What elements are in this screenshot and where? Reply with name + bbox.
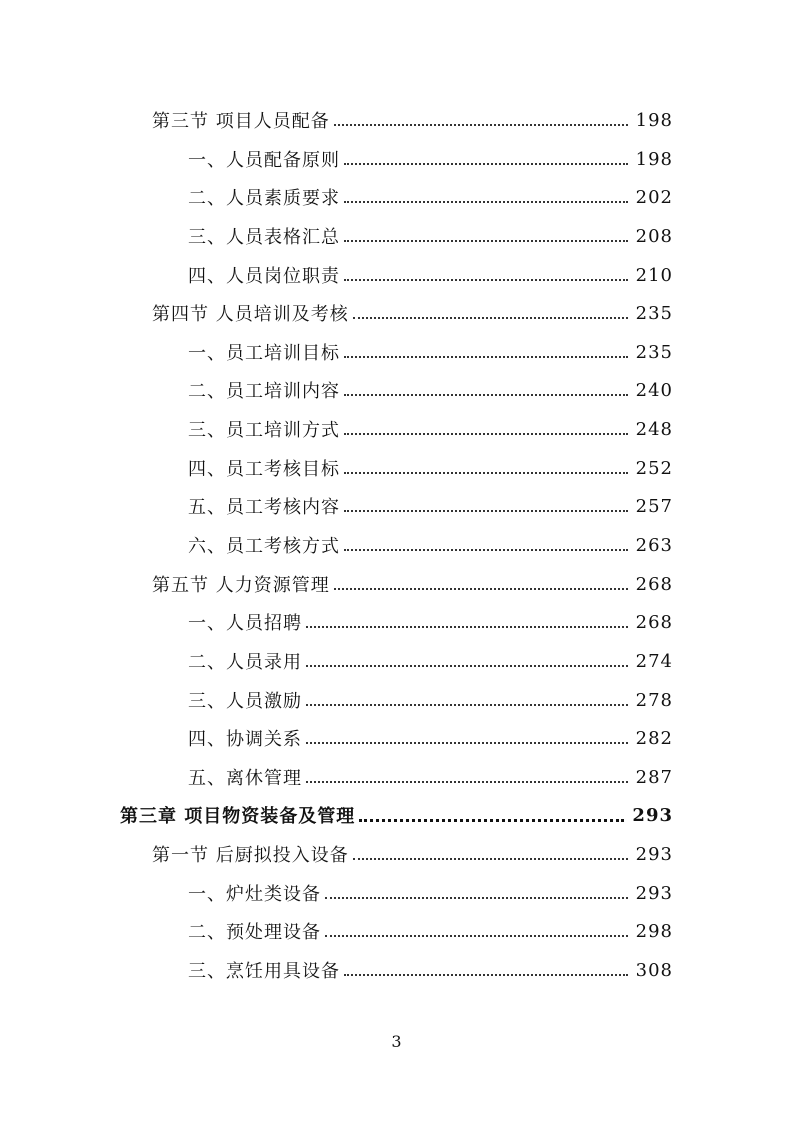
toc-entry-title: 二、预处理设备 — [188, 922, 321, 943]
toc-entry[interactable] — [152, 295, 673, 331]
toc-entry-title: 五、离休管理 — [188, 768, 302, 789]
toc-entry-page: 240 — [635, 379, 673, 401]
toc-entry-page: 308 — [635, 959, 673, 981]
toc-entry-page: 208 — [635, 225, 673, 247]
toc-entry[interactable] — [152, 836, 673, 872]
page-number: 3 — [391, 1032, 402, 1051]
toc-entry[interactable] — [188, 682, 673, 718]
toc-entry-page: 257 — [635, 495, 673, 517]
toc-entry-page: 268 — [635, 611, 673, 633]
dot-leader — [359, 819, 624, 822]
toc-entry[interactable] — [188, 952, 673, 988]
toc-entry-title: 四、人员岗位职责 — [188, 266, 340, 287]
dot-leader — [344, 394, 628, 396]
toc-entry-title: 一、人员配备原则 — [188, 150, 340, 171]
dot-leader — [306, 626, 628, 628]
toc-entry-page: 198 — [635, 109, 673, 131]
dot-leader — [325, 897, 628, 899]
toc-entry-title: 六、员工考核方式 — [188, 536, 340, 557]
dot-leader — [344, 163, 628, 165]
toc-entry[interactable] — [188, 527, 673, 563]
dot-leader — [344, 279, 628, 281]
toc-entry-page: 268 — [635, 573, 673, 595]
dot-leader — [344, 974, 628, 976]
toc-entry[interactable] — [188, 720, 673, 756]
dot-leader — [344, 510, 628, 512]
dot-leader — [344, 356, 628, 358]
toc-entry-page: 252 — [635, 457, 673, 479]
toc-entry[interactable] — [188, 913, 673, 949]
toc-entry-chapter[interactable] — [120, 797, 673, 833]
toc-entry-title: 第三节 项目人员配备 — [152, 111, 330, 132]
toc-entry[interactable] — [188, 604, 673, 640]
toc-entry[interactable] — [188, 411, 673, 447]
toc-entry[interactable] — [188, 875, 673, 911]
toc-entry-page: 293 — [635, 882, 673, 904]
toc-entry-page: 263 — [635, 534, 673, 556]
toc-entry-page: 293 — [632, 804, 673, 826]
toc-entry-title: 四、协调关系 — [188, 729, 302, 750]
dot-leader — [353, 317, 628, 319]
dot-leader — [334, 124, 628, 126]
toc-entry-title: 五、员工考核内容 — [188, 497, 340, 518]
toc-entry-page: 287 — [635, 766, 673, 788]
dot-leader — [344, 433, 628, 435]
toc-entry-page: 235 — [635, 341, 673, 363]
toc-entry[interactable] — [188, 179, 673, 215]
toc-entry[interactable] — [188, 334, 673, 370]
toc-entry-page: 198 — [635, 148, 673, 170]
toc-entry-page: 235 — [635, 302, 673, 324]
toc-entry[interactable] — [152, 102, 673, 138]
dot-leader — [344, 201, 628, 203]
toc-entry-title: 第三章 项目物资装备及管理 — [120, 806, 356, 827]
dot-leader — [344, 472, 628, 474]
toc-entry-title: 第五节 人力资源管理 — [152, 575, 330, 596]
toc-entry[interactable] — [188, 450, 673, 486]
toc-entry-title: 二、员工培训内容 — [188, 381, 340, 402]
dot-leader — [306, 742, 628, 744]
dot-leader — [344, 240, 628, 242]
toc-entry[interactable] — [152, 566, 673, 602]
toc-entry-title: 三、人员表格汇总 — [188, 227, 340, 248]
toc-entry-page: 248 — [635, 418, 673, 440]
toc-entry[interactable] — [188, 759, 673, 795]
dot-leader — [334, 588, 628, 590]
toc-entry[interactable] — [188, 257, 673, 293]
toc-entry-title: 四、员工考核目标 — [188, 459, 340, 480]
dot-leader — [344, 549, 628, 551]
toc-entry-title: 三、员工培训方式 — [188, 420, 340, 441]
toc-entry-title: 第四节 人员培训及考核 — [152, 304, 349, 325]
dot-leader — [306, 781, 628, 783]
toc-entry-title: 一、员工培训目标 — [188, 343, 340, 364]
toc-entry-page: 274 — [635, 650, 673, 672]
toc-entry[interactable] — [188, 488, 673, 524]
toc-entry-page: 210 — [635, 264, 673, 286]
dot-leader — [325, 935, 628, 937]
toc-entry-page: 298 — [635, 920, 673, 942]
toc-entry-title: 第一节 后厨拟投入设备 — [152, 845, 349, 866]
toc-entry[interactable] — [188, 141, 673, 177]
dot-leader — [306, 704, 628, 706]
toc-entry-title: 一、炉灶类设备 — [188, 884, 321, 905]
toc-entry-title: 二、人员素质要求 — [188, 188, 340, 209]
toc-entry[interactable] — [188, 218, 673, 254]
toc-entry-page: 202 — [635, 186, 673, 208]
toc-entry-title: 二、人员录用 — [188, 652, 302, 673]
toc-entry[interactable] — [188, 643, 673, 679]
toc-entry-title: 一、人员招聘 — [188, 613, 302, 634]
toc-entry-page: 278 — [635, 689, 673, 711]
dot-leader — [353, 858, 628, 860]
dot-leader — [306, 665, 628, 667]
toc-entry-title: 三、烹饪用具设备 — [188, 961, 340, 982]
toc-entry-title: 三、人员激励 — [188, 691, 302, 712]
toc-entry-page: 293 — [635, 843, 673, 865]
toc-entry-page: 282 — [635, 727, 673, 749]
toc-entry[interactable] — [188, 372, 673, 408]
